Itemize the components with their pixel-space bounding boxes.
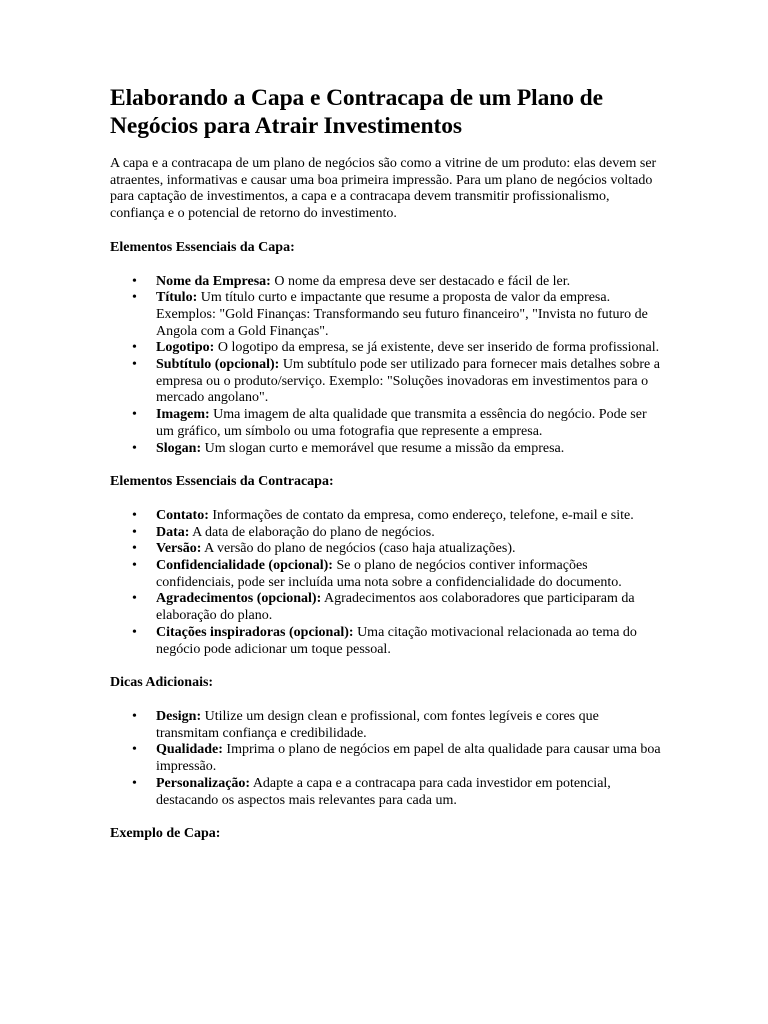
item-text: A versão do plano de negócios (caso haja atualizações). (201, 541, 516, 557)
item-label: Data: (156, 524, 190, 540)
item-text: Um slogan curto e memorável que resume a missão da empresa. (201, 440, 565, 456)
bullet-icon: • (132, 273, 137, 289)
item-text: A data de elaboração do plano de negócios. (189, 524, 435, 540)
section-heading: Elementos Essenciais da Capa: (110, 239, 295, 255)
bullet-icon: • (132, 591, 137, 607)
item-label: Design: (156, 708, 202, 724)
bullet-list (110, 508, 662, 658)
item-label: Versão: (156, 541, 202, 557)
bullet-icon: • (132, 340, 137, 356)
item-text: Imprima o plano de negócios em papel de alta qualidade para causar uma boa impressão. (156, 742, 661, 775)
item-label: Contato: (156, 507, 209, 523)
list-item (110, 541, 662, 558)
item-label: Logotipo: (156, 340, 215, 356)
item-text: Um subtítulo pode ser utilizado para fornecer mais detalhes sobre a empresa ou o produto/serviço. Exemplo: "Soluções inovadoras em investimentos para o mercado angolano". (156, 357, 660, 406)
section-contracapa (110, 474, 662, 658)
list-item (110, 776, 662, 809)
list-item (110, 508, 662, 525)
section-capa (110, 240, 662, 457)
item-text: Se o plano de negócios contiver informações confidenciais, pode ser incluída uma nota sobre a confidencialidade do documento. (156, 558, 622, 590)
section-heading: Elementos Essenciais da Contracapa: (110, 474, 334, 490)
list-item (110, 441, 662, 458)
intro-paragraph: A capa e a contracapa de um plano de negócios são como a vitrine de um produto: elas devem ser atraentes, informativas e causar uma boa primeira impressão. Para um plano de negócios voltado para captação de investimentos, a capa e a contracapa devem transmitir profissionalismo, confiança e o potencial de retorno do investimento. (110, 156, 657, 222)
item-label: Título: (156, 290, 198, 306)
bullet-icon: • (132, 775, 137, 791)
item-text: Informações de contato da empresa, como endereço, telefone, e-mail e site. (208, 507, 634, 523)
section-heading: Dicas Adicionais: (110, 675, 214, 691)
bullet-icon: • (132, 541, 137, 557)
item-text: Uma citação motivacional relacionada ao tema do negócio pode adicionar um toque pessoal. (156, 624, 637, 657)
item-label: Agradecimentos (opcional): (156, 591, 322, 607)
item-text: O nome da empresa deve ser destacado e fácil de ler. (270, 273, 571, 289)
bullet-icon: • (132, 742, 137, 758)
bullet-icon: • (132, 290, 137, 306)
item-label: Slogan: (156, 440, 202, 456)
section-dicas (110, 675, 662, 809)
list-item (110, 525, 662, 542)
list-item (110, 290, 662, 340)
item-label: Nome da Empresa: (156, 273, 271, 289)
bullet-icon: • (132, 624, 137, 640)
document-page (110, 84, 662, 860)
item-label: Confidencialidade (opcional): (156, 558, 333, 574)
bullet-icon: • (132, 507, 137, 523)
list-item (110, 709, 662, 742)
item-label: Subtítulo (opcional): (156, 357, 280, 373)
item-text: Uma imagem de alta qualidade que transmita a essência do negócio. Pode ser um gráfico, um símbolo ou uma fotografia que represente a empresa. (156, 407, 647, 439)
bullet-list (110, 274, 662, 458)
item-text: Utilize um design clean e profissional, com fontes legíveis e cores que transmitam confiança e credibilidade. (156, 708, 599, 741)
list-item (110, 407, 662, 440)
bullet-list (110, 709, 662, 809)
list-item (110, 274, 662, 291)
item-text: Adapte a capa e a contracapa para cada investidor em potencial, destacando os aspectos mais relevantes para cada um. (156, 775, 611, 808)
item-label: Imagem: (156, 407, 210, 423)
bullet-icon: • (132, 357, 137, 373)
bullet-icon: • (132, 407, 137, 423)
item-label: Qualidade: (156, 742, 223, 758)
list-item (110, 591, 662, 624)
list-item (110, 558, 662, 591)
list-item (110, 742, 662, 775)
example-heading: Exemplo de Capa: (110, 826, 221, 842)
list-item (110, 340, 662, 357)
item-label: Personalização: (156, 775, 251, 791)
document-title: Elaborando a Capa e Contracapa de um Plano de Negócios para Atrair Investimentos (110, 85, 603, 139)
item-text: O logotipo da empresa, se já existente, deve ser inserido de forma profissional. (214, 340, 660, 356)
bullet-icon: • (132, 440, 137, 456)
item-text: Um título curto e impactante que resume a proposta de valor da empresa. Exemplos: "Gold Finanças: Transformando seu futuro financeiro", "Invista no futuro de Angola com a Gold Finanças". (156, 290, 648, 339)
list-item (110, 625, 662, 658)
bullet-icon: • (132, 524, 137, 540)
item-label: Citações inspiradoras (opcional): (156, 624, 354, 640)
item-text: Agradecimentos aos colaboradores que participaram da elaboração do plano. (156, 591, 635, 624)
list-item (110, 357, 662, 407)
bullet-icon: • (132, 558, 137, 574)
bullet-icon: • (132, 708, 137, 724)
